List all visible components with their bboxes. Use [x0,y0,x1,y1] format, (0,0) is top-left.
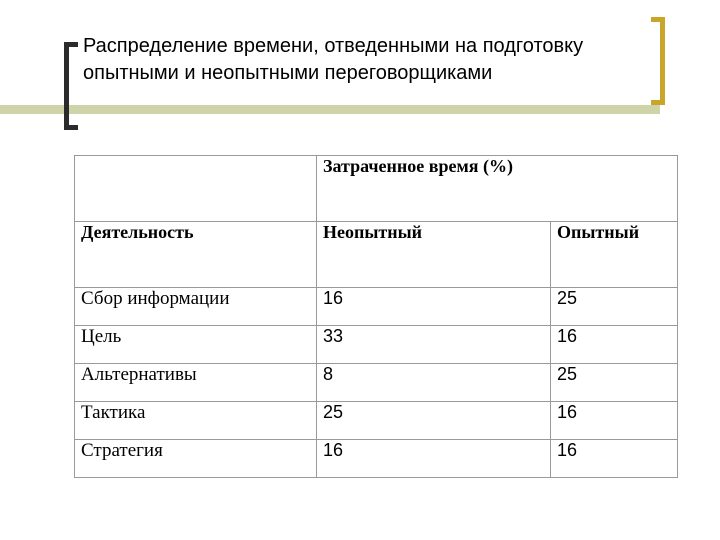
experienced-cell: 16 [551,402,678,440]
accent-band [0,105,660,114]
activity-cell: Сбор информации [75,288,317,326]
experienced-cell: 16 [551,440,678,478]
activity-cell: Альтернативы [75,364,317,402]
time-spent-header: Затраченное время (%) [317,156,678,222]
table-row [75,402,678,440]
left-bracket-decoration [64,42,78,130]
table-header-row-top [75,156,678,222]
inexperienced-cell: 16 [317,288,551,326]
table-header-row [75,222,678,288]
experienced-cell: 16 [551,326,678,364]
right-bracket-decoration [651,17,665,105]
experienced-cell: 25 [551,364,678,402]
column-header-activity: Деятельность [75,222,317,288]
time-allocation-table [74,155,678,478]
activity-cell: Стратегия [75,440,317,478]
slide-title: Распределение времени, отведенными на подготовку опытными и неопытными переговорщиками [83,35,584,84]
experienced-cell: 25 [551,288,678,326]
table-row [75,440,678,478]
column-header-inexperienced: Неопытный [317,222,551,288]
inexperienced-cell: 25 [317,402,551,440]
empty-header-cell [75,156,317,222]
table-row [75,326,678,364]
inexperienced-cell: 8 [317,364,551,402]
activity-cell: Цель [75,326,317,364]
table-row [75,288,678,326]
table-row [75,364,678,402]
column-header-experienced: Опытный [551,222,678,288]
inexperienced-cell: 16 [317,440,551,478]
activity-cell: Тактика [75,402,317,440]
inexperienced-cell: 33 [317,326,551,364]
